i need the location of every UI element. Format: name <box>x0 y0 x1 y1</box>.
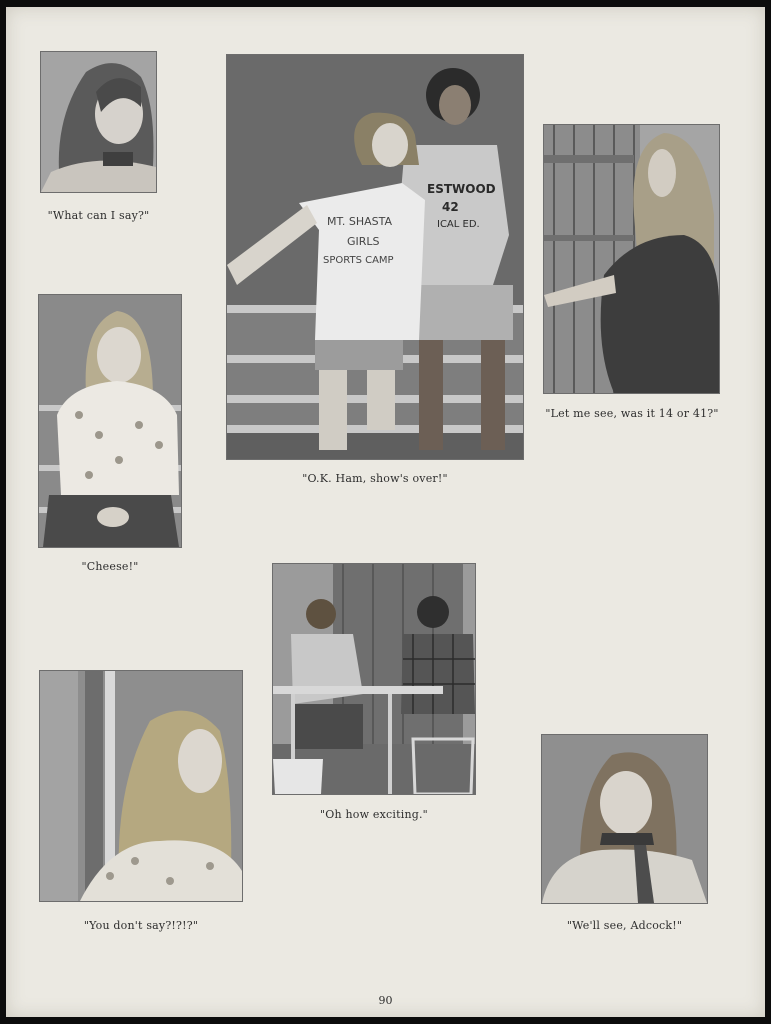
caption-photo-7: "We'll see, Adcock!" <box>566 919 683 932</box>
photo-girl-at-locker <box>544 125 719 393</box>
page-number: 90 <box>378 994 393 1007</box>
caption-photo-4: "Cheese!" <box>81 560 139 573</box>
caption-photo-5: "Oh how exciting." <box>320 808 428 821</box>
caption-photo-2: "O.K. Ham, show's over!" <box>302 472 448 485</box>
shirt-text-right-line1: ESTWOOD <box>427 182 496 196</box>
photo-couple-by-bleachers <box>227 55 523 459</box>
photo-two-people-at-table <box>273 564 475 794</box>
yearbook-page <box>6 7 765 1017</box>
photo-girl-long-hair <box>40 671 242 901</box>
shirt-text-left-line3: SPORTS CAMP <box>323 255 394 266</box>
shirt-text-left-line2: GIRLS <box>347 235 380 248</box>
shirt-text-left-line1: MT. SHASTA <box>327 215 393 228</box>
photo-girl-smiling-eyes-closed <box>41 52 156 192</box>
photo-girl-sitting-smiling <box>39 295 181 547</box>
shirt-text-right-number: 42 <box>442 200 459 214</box>
caption-photo-6: "You don't say?!?!?" <box>83 919 199 932</box>
photo-girl-laughing <box>542 735 707 903</box>
caption-photo-1: "What can I say?" <box>47 209 150 222</box>
caption-photo-3: "Let me see, was it 14 or 41?" <box>545 407 719 420</box>
shirt-text-right-line2: ICAL ED. <box>437 219 480 230</box>
